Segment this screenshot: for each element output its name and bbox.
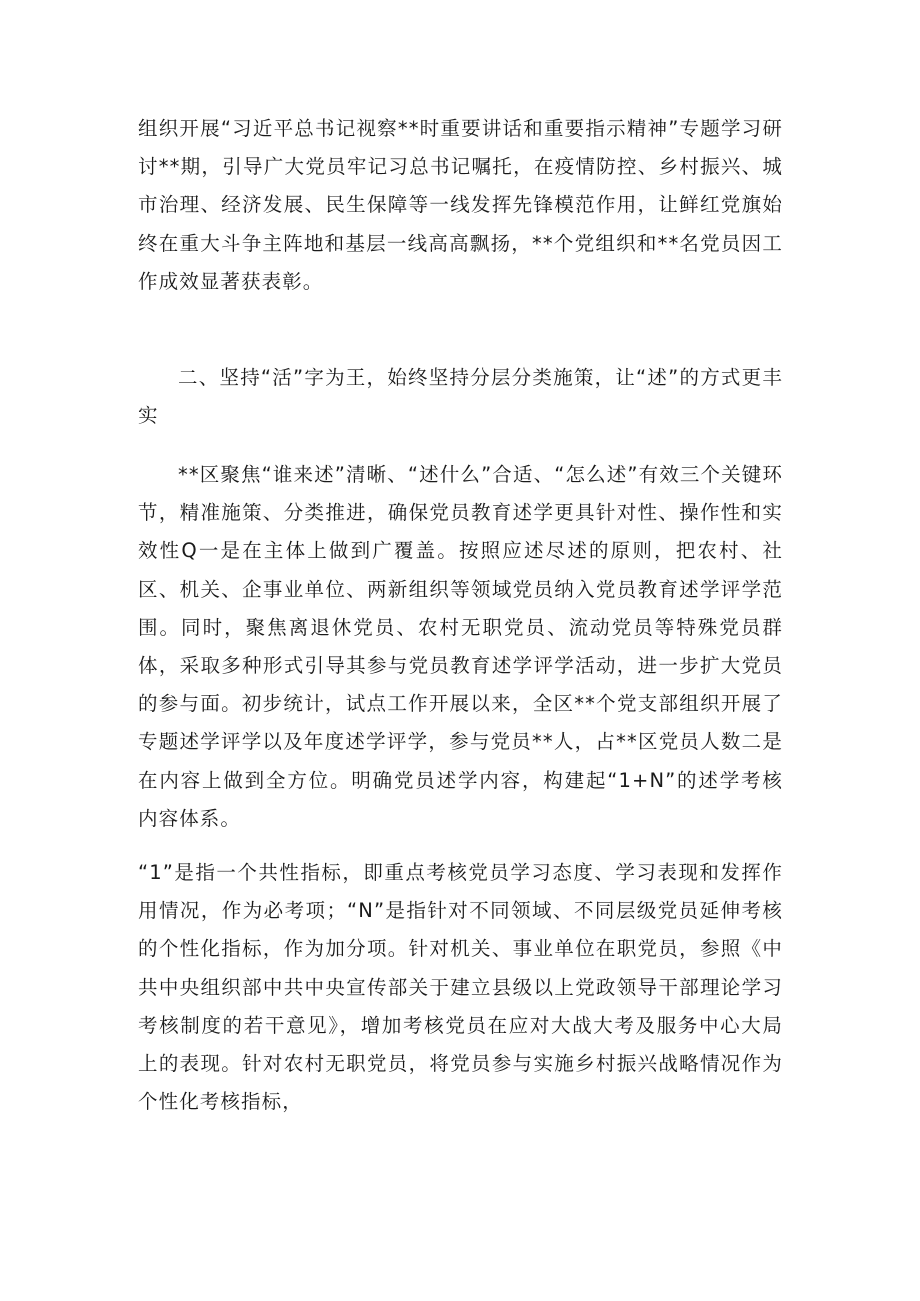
paragraph-party-study-outcomes: 组织开展“习近平总书记视察**时重要讲话和重要指示精神”专题学习研讨**期，引导广大党员牢记习总书记嘱托，在疫情防控、乡村振兴、城市治理、经济发展、民生保障等一线发挥先锋模范作用，让鲜红党旗始终在重大斗争主阵地和基层一线高高飘扬，**个党组织和**名党员因工作成效显著获表彰。 xyxy=(138,117,783,293)
section-heading-two: 二、坚持“活”字为王，始终坚持分层分类施策，让“述”的方式更丰实 xyxy=(138,366,783,428)
paragraph-district-focus: **区聚焦“谁来述”清晰、“述什么”合适、“怎么述”有效三个关键环节，精准施策、分类推进，确保党员教育述学更具针对性、操作性和实效性Q一是在主体上做到广覆盖。按照应述尽述的原则，把农村、社区、机关、企事业单位、两新组织等领域党员纳入党员教育述学评学范围。同时，聚焦离退休党员、农村无职党员、流动党员等特殊党员群体，采取多种形式引导其参与党员教育述学评学活动，进一步扩大党员的参与面。初步统计，试点工作开展以来，全区**个党支部组织开展了专题述学评学以及年度述学评学，参与党员**人，占**区党员人数二是在内容上做到全方位。明确党员述学内容，构建起“1+N”的述学考核内容体系。 xyxy=(138,463,783,830)
paragraph-1-plus-n-indicators: “1”是指一个共性指标，即重点考核党员学习态度、学习表现和发挥作用情况，作为必考项；“N”是指针对不同领域、不同层级党员延伸考核的个性化指标，作为加分项。针对机关、事业单位在职党员，参照《中共中央组织部中共中央宣传部关于建立县级以上党政领导干部理论学习考核制度的若干意见》，增加考核党员在应对大战大考及服务中心大局上的表现。针对农村无职党员，将党员参与实施乡村振兴战略情况作为个性化考核指标， xyxy=(138,861,783,1114)
